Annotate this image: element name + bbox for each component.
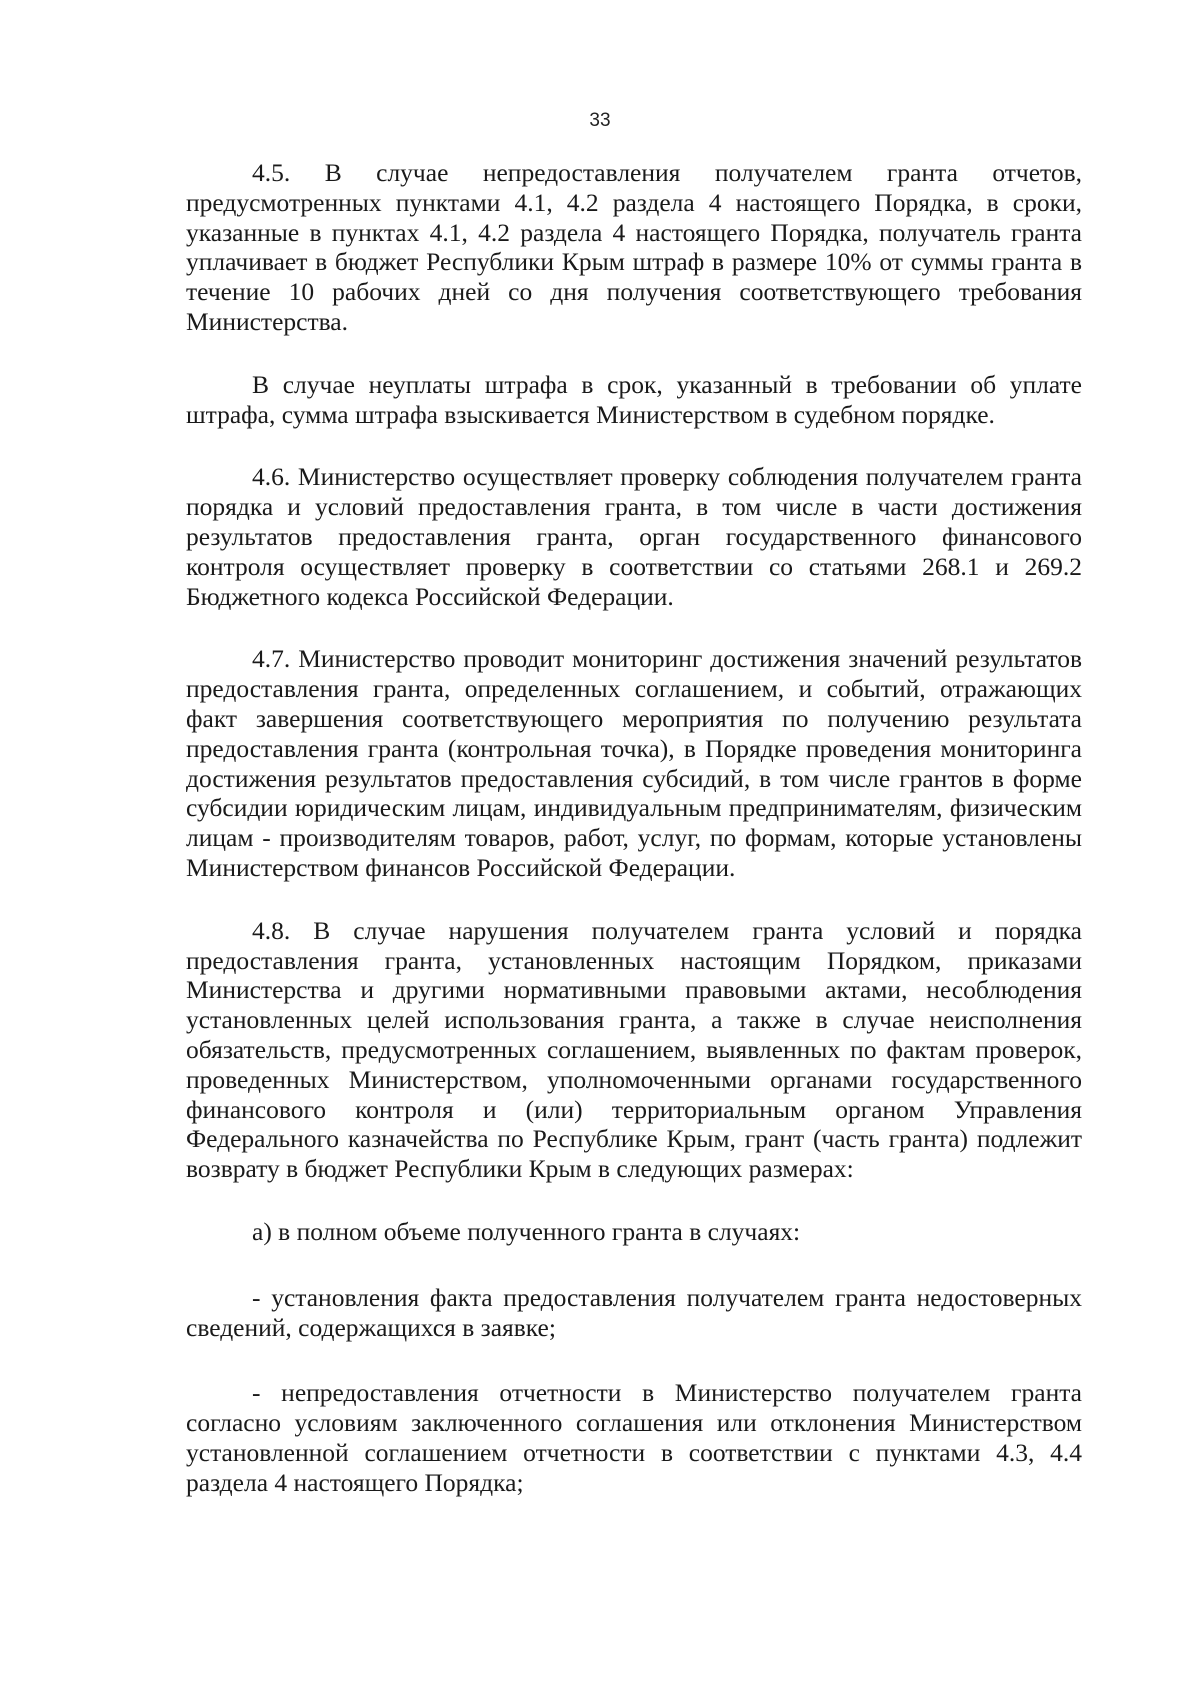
paragraph-item-a: а) в полном объеме полученного гранта в случаях: [252,1216,801,1246]
paragraph-4-7: 4.7. Министерство проводит мониторинг достижения значений результатов предоставления гранта, определенных соглашением, и событий, отражающих факт завершения соответствующего мероприятия по получению результата предоставления гранта (контрольная точка), в Порядке проведения мониторинга достижения результатов предоставления субсидий, в том числе грантов в форме субсидии юридическим лицам, индивидуальным предпринимателям, физическим лицам - производителям товаров, работ, услуг, по формам, которые установлены Министерством финансов Российской Федерации. [186,644,1082,882]
paragraph-4-8: 4.8. В случае нарушения получателем гранта условий и порядка предоставления гранта, установленных настоящим Порядком, приказами Министерства и другими нормативными правовыми актами, несоблюдения установленных целей использования гранта, а также в случае неисполнения обязательств, предусмотренных соглашением, выявленных по фактам проверок, проведенных Министерством, уполномоченными органами государственного финансового контроля и (или) территориальным органом Управления Федерального казначейства по Республике Крым, грант (часть гранта) подлежит возврату в бюджет Республики Крым в следующих размерах: [186,915,1082,1184]
page-number: 33 [589,110,611,131]
paragraph-4-6: 4.6. Министерство осуществляет проверку соблюдения получателем гранта порядка и условий предоставления гранта, в том числе в части достижения результатов предоставления гранта, орган государственного финансового контроля осуществляет проверку в соответствии со статьями 268.1 и 269.2 Бюджетного кодекса Российской Федерации. [186,462,1082,611]
list-item-no-reports: - непредоставления отчетности в Министерство получателем гранта согласно условиям заключенного соглашения или отклонения Министерством установленной соглашением отчетности в соответствии с пунктами 4.3, 4.4 раздела 4 настоящего Порядка; [186,1378,1082,1497]
document-body [186,158,1082,1497]
paragraph-fine-nonpayment: В случае неуплаты штрафа в срок, указанный в требовании об уплате штрафа, сумма штрафа взыскивается Министерством в судебном порядке. [186,369,1082,429]
paragraph-4-5: 4.5. В случае непредоставления получателем гранта отчетов, предусмотренных пунктами 4.1, 4.2 раздела 4 настоящего Порядка, в сроки, указанные в пунктах 4.1, 4.2 раздела 4 настоящего Порядка, получатель гранта уплачивает в бюджет Республики Крым штраф в размере 10% от суммы гранта в течение 10 рабочих дней со дня получения соответствующего требования Министерства. [186,158,1082,336]
list-item-false-info: - установления факта предоставления получателем гранта недостоверных сведений, содержащихся в заявке; [186,1282,1082,1342]
